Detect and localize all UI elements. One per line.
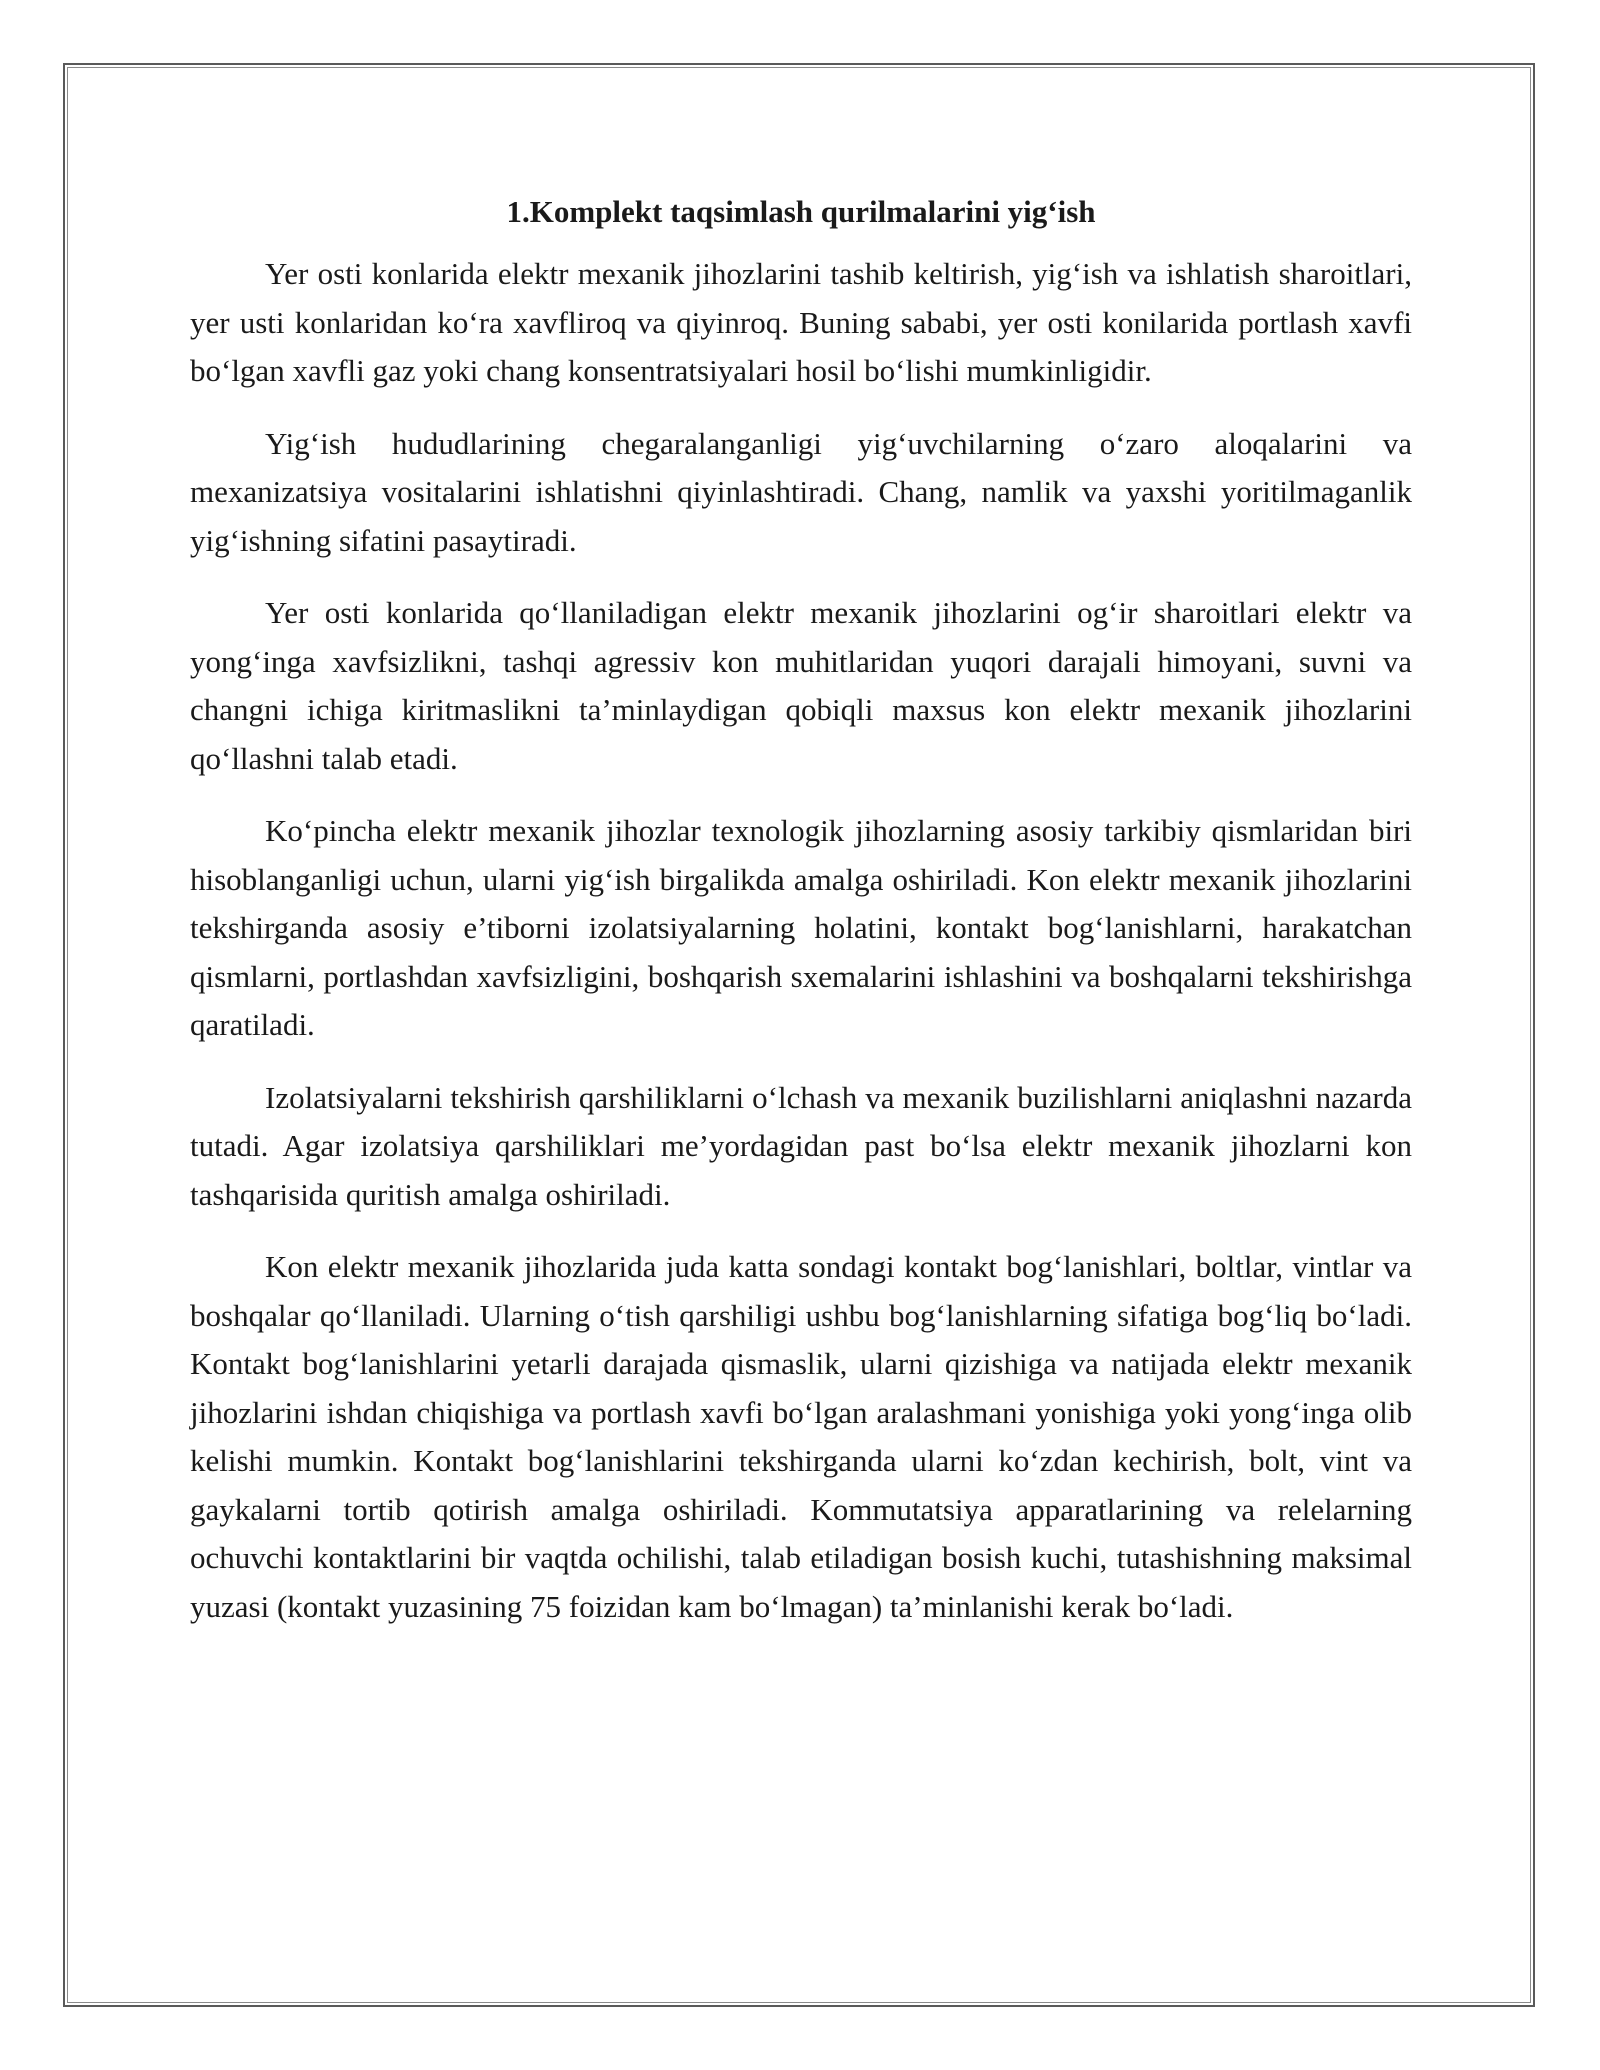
document-title: 1.Komplekt taqsimlash qurilmalarini yig‘ish <box>506 194 1096 229</box>
paragraph-3: Yer osti konlarida qo‘llaniladigan elektr mexanik jihozlarini og‘ir sharoitlari elektr va yong‘inga xavfsizlikni, tashqi agressiv kon muhitlaridan yuqori darajali himoyani, suvni va changni ichiga kiritmaslikni ta’minlaydigan qobiqli maxsus kon elektr mexanik jihozlarini qo‘llashni talab etadi. <box>190 595 1412 776</box>
document-body <box>190 190 1412 1655</box>
paragraph-6: Kon elektr mexanik jihozlarida juda katta sondagi kontakt bog‘lanishlari, boltlar, vintlar va boshqalar qo‘llaniladi. Ularning o‘tish qarshiligi ushbu bog‘lanishlarning sifatiga bog‘liq bo‘ladi. Kontakt bog‘lanishlarini yetarli darajada qismaslik, ularni qizishiga va natijada elektr mexanik jihozlarini ishdan chiqishiga va portlash xavfi bo‘lgan aralashmani yonishiga yoki yong‘inga olib kelishi mumkin. Kontakt bog‘lanishlarini tekshirganda ularni ko‘zdan kechirish, bolt, vint va gaykalarni tortib qotirish amalga oshiriladi. Kommutatsiya apparatlarining va relelarning ochuvchi kontaktlarini bir vaqtda ochilishi, talab etiladigan bosish kuchi, tutashishning maksimal yuzasi (kontakt yuzasining 75 foizidan kam bo‘lmagan) ta’minlanishi kerak bo‘ladi. <box>190 1249 1412 1624</box>
paragraph-5: Izolatsiyalarni tekshirish qarshiliklarni o‘lchash va mexanik buzilishlarni aniqlashni nazarda tutadi. Agar izolatsiya qarshiliklari me’yordagidan past bo‘lsa elektr mexanik jihozlarni kon tashqarisida quritish amalga oshiriladi. <box>190 1079 1412 1212</box>
paragraph-4: Ko‘pincha elektr mexanik jihozlar texnologik jihozlarning asosiy tarkibiy qismlaridan biri hisoblanganligi uchun, ularni yig‘ish birgalikda amalga oshiriladi. Kon elektr mexanik jihozlarini tekshirganda asosiy e’tiborni izolatsiyalarning holatini, kontakt bog‘lanishlarni, harakatchan qismlarni, portlashdan xavfsizligini, boshqarish sxemalarini ishlashini va boshqalarni tekshirishga qaratiladi. <box>190 813 1412 1042</box>
paragraph-1: Yer osti konlarida elektr mexanik jihozlarini tashib keltirish, yig‘ish va ishlatish sharoitlari, yer usti konlaridan ko‘ra xavfliroq va qiyinroq. Buning sababi, yer osti konilarida portlash xavfi bo‘lgan xavfli gaz yoki chang konsentratsiyalari hosil bo‘lishi mumkinligidir. <box>190 256 1412 388</box>
paragraph-2: Yig‘ish hududlarining chegaralanganligi yig‘uvchilarning o‘zaro aloqalarini va mexanizatsiya vositalarini ishlatishni qiyinlashtiradi. Chang, namlik va yaxshi yoritilmaganlik yig‘ishning sifatini pasaytiradi. <box>190 425 1412 558</box>
